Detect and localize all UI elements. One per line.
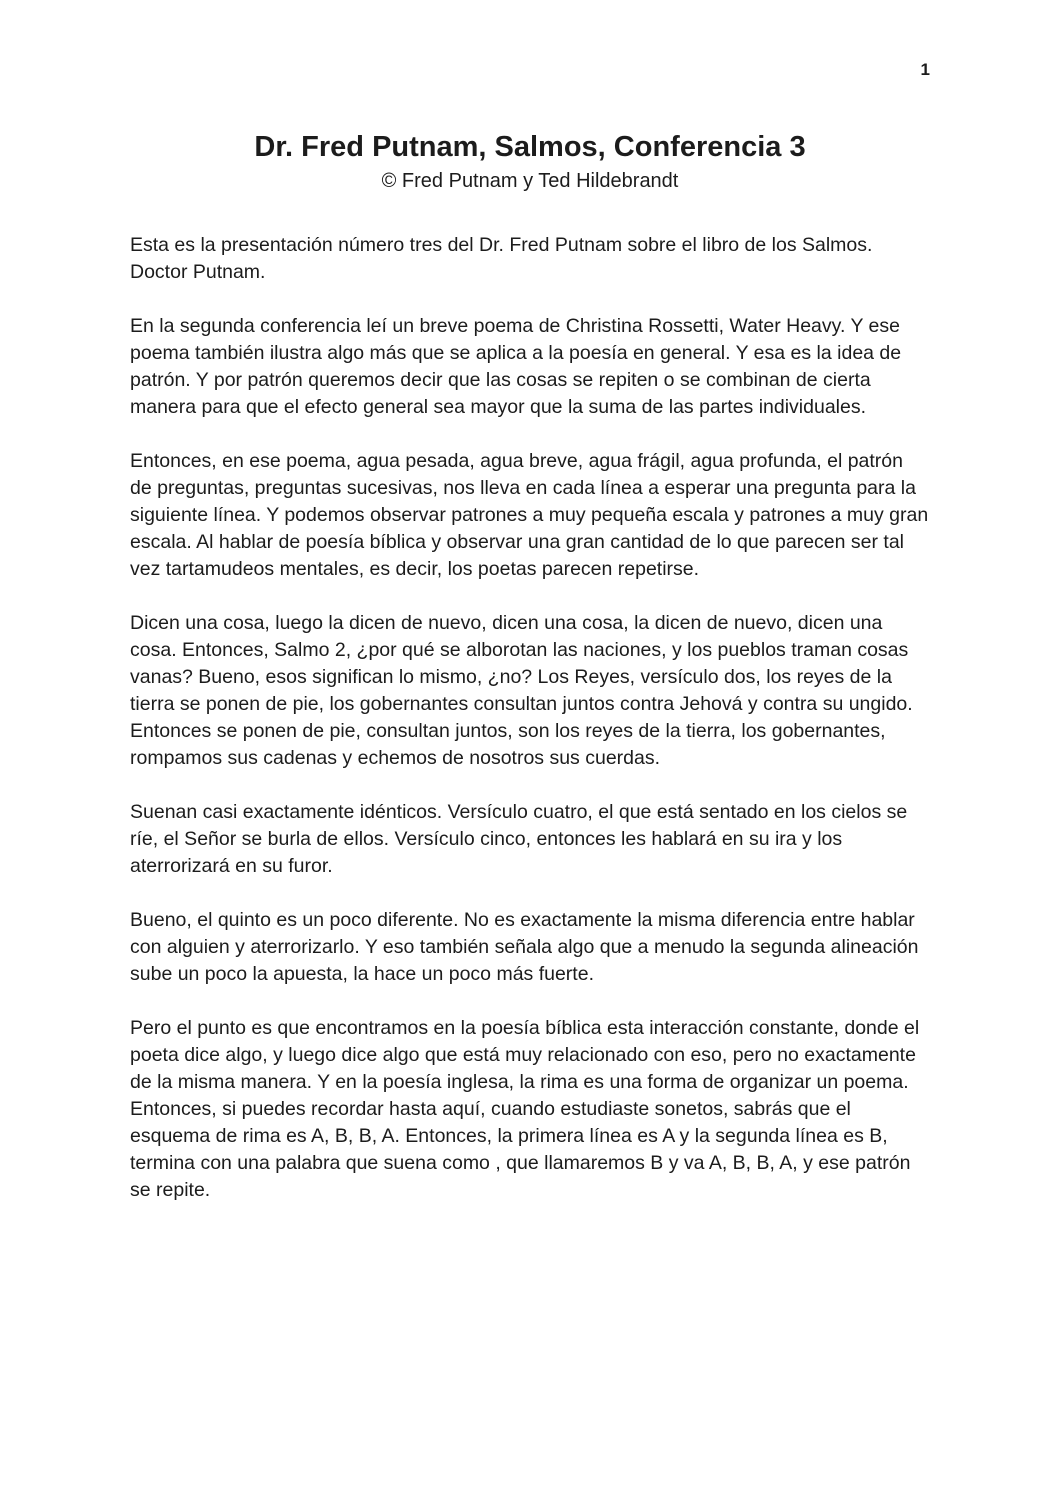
document-subtitle: © Fred Putnam y Ted Hildebrandt: [381, 170, 679, 192]
paragraph: Entonces, en ese poema, agua pesada, agua breve, agua frágil, agua profunda, el patrón de preguntas, preguntas sucesivas, nos lleva en cada línea a esperar una pregunta para la siguiente línea. Y podemos observar patrones a muy pequeña escala y patrones a muy gran escala. Al hablar de poesía bíblica y observar una gran cantidad de lo que parecen ser tal vez tartamudeos mentales, es decir, los poetas parecen repetirse.: [130, 450, 929, 580]
document-content: [130, 130, 930, 1231]
paragraph: Dicen una cosa, luego la dicen de nuevo, dicen una cosa, la dicen de nuevo, dicen una cosa. Entonces, Salmo 2, ¿por qué se alborotan las naciones, y los pueblos traman cosas vanas? Bueno, esos significan lo mismo, ¿no? Los Reyes, versículo dos, los reyes de la tierra se ponen de pie, los gobernantes consultan juntos contra Jehová y contra su ungido. Entonces se ponen de pie, consultan juntos, son los reyes de la tierra, los gobernantes, rompamos sus cadenas y echemos de nosotros sus cuerdas.: [130, 612, 913, 769]
paragraph: Suenan casi exactamente idénticos. Versículo cuatro, el que está sentado en los cielos se ríe, el Señor se burla de ellos. Versículo cinco, entonces les hablará en su ira y los aterrorizará en su furor.: [130, 801, 908, 877]
page-number: 1: [920, 60, 930, 79]
document-title: Dr. Fred Putnam, Salmos, Conferencia 3: [254, 131, 806, 163]
paragraph: Pero el punto es que encontramos en la poesía bíblica esta interacción constante, donde el poeta dice algo, y luego dice algo que está muy relacionado con eso, pero no exactamente de la misma manera. Y en la poesía inglesa, la rima es una forma de organizar un poema. Entonces, si puedes recordar hasta aquí, cuando estudiaste sonetos, sabrás que el esquema de rima es A, B, B, A. Entonces, la primera línea es A y la segunda línea es B, termina con una palabra que suena como , que llamaremos B y va A, B, B, A, y ese patrón se repite.: [130, 1017, 920, 1201]
paragraphs: [130, 232, 930, 1204]
paragraph: Esta es la presentación número tres del Dr. Fred Putnam sobre el libro de los Salmos. Doctor Putnam.: [130, 234, 873, 283]
paragraph: En la segunda conferencia leí un breve poema de Christina Rossetti, Water Heavy. Y ese poema también ilustra algo más que se aplica a la poesía en general. Y esa es la idea de patrón. Y por patrón queremos decir que las cosas se repiten o se combinan de cierta manera para que el efecto general sea mayor que la suma de las partes individuales.: [130, 315, 902, 418]
paragraph: Bueno, el quinto es un poco diferente. No es exactamente la misma diferencia entre hablar con alguien y aterrorizarlo. Y eso también señala algo que a menudo la segunda alineación sube un poco la apuesta, la hace un poco más fuerte.: [130, 909, 919, 985]
